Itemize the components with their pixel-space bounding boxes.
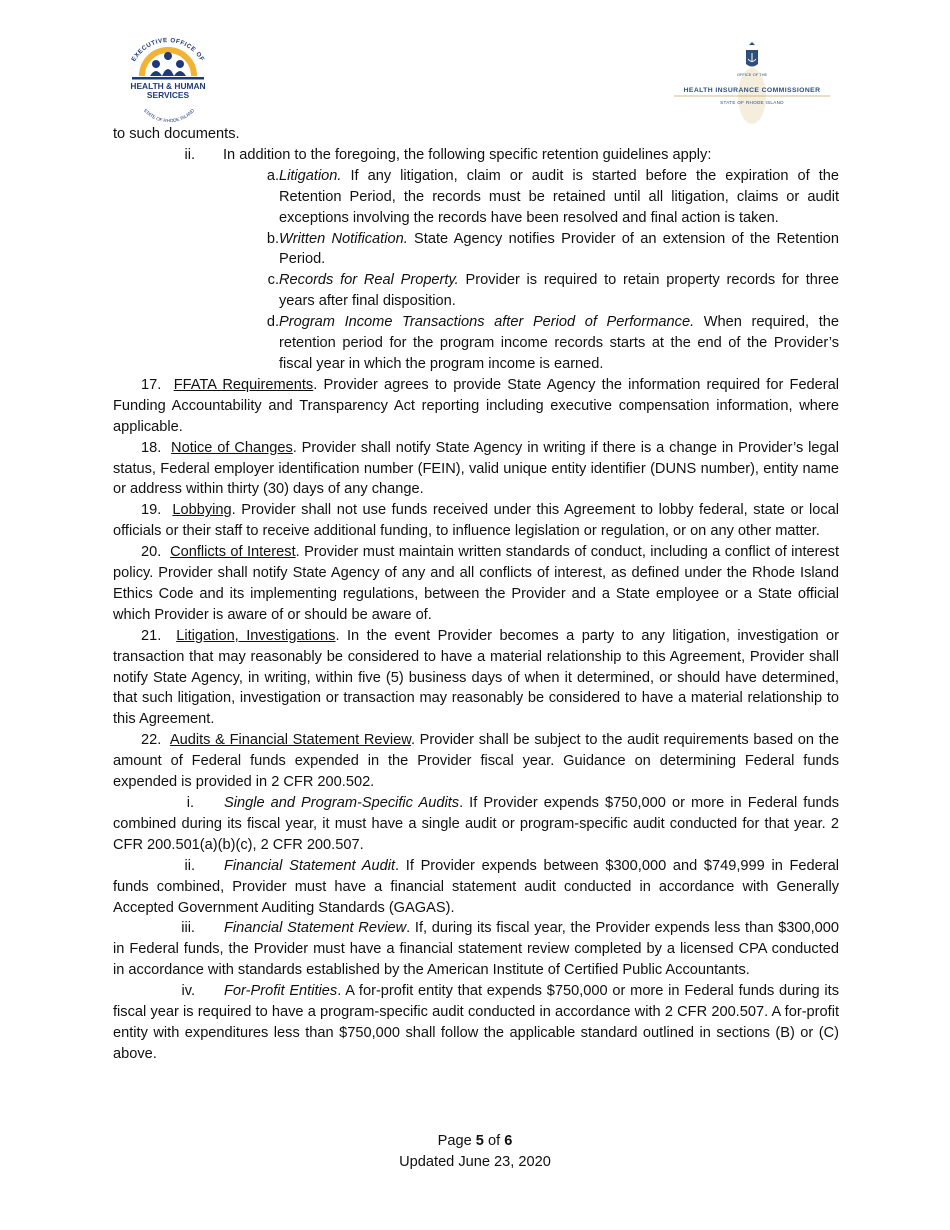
svg-text:STATE OF RHODE ISLAND: STATE OF RHODE ISLAND: [142, 107, 196, 122]
retention-guidelines-text: In addition to the foregoing, the following specific retention guidelines apply:: [223, 146, 712, 163]
section-text: . In the event Provider becomes a party to any litigation, investigation or transaction that may reasonably be considered to have a material relationship to this Agreement, Provider shall notify State Agency, in writing, within five (5) business days of when it determined, or should have determined, that such litigation, investigation or transaction may reasonably be considered to have a material relationship to this Agreement.: [113, 627, 840, 728]
roman-numeral: ii.: [184, 857, 195, 874]
section-text: . Provider shall be subject to the audit requirements based on the amount of Federal funds expended in the Provider fiscal year. Guidance on determining Federal funds expended is provided in 2 CFR 200.502.: [113, 732, 840, 791]
audit-item-for-profit: [113, 981, 839, 1065]
guideline-title: Litigation.: [279, 167, 342, 184]
people-icon: [132, 50, 204, 80]
guideline-text: If any litigation, claim or audit is started before the expiration of the Retention Period, the records must be retained until all litigation, claims or audit exceptions involving the records have been resolved and final action is taken.: [279, 167, 839, 226]
section-title: FFATA Requirements: [173, 376, 314, 393]
guideline-litigation: [263, 166, 839, 229]
guideline-text: When required, the retention period for the program income records starts at the end of the Provider’s fiscal year in which the program income is earned.: [279, 314, 839, 372]
section-number: 17.: [141, 376, 162, 393]
section-text: . Provider shall not use funds received under this Agreement to lobby federal, state or local officials or their staff to receive additional funding, to influence legislation or regulation, or on any other matter.: [113, 502, 840, 540]
audit-item-title: For-Profit Entities: [224, 983, 338, 1000]
audit-item-financial-statement-review: [113, 918, 839, 981]
svg-text:SERVICES: SERVICES: [146, 90, 190, 100]
svg-text:OFFICE OF THE: OFFICE OF THE: [736, 72, 768, 77]
guideline-title: Written Notification.: [279, 230, 408, 247]
section-20-conflicts-of-interest: [113, 542, 839, 626]
svg-text:HEALTH & HUMAN: HEALTH & HUMAN: [130, 81, 206, 91]
section-number: 19.: [141, 502, 162, 519]
section-title: Notice of Changes: [171, 439, 293, 456]
document-body: [113, 124, 839, 1065]
section-18-notice-of-changes: [113, 438, 839, 501]
list-letter: a.: [266, 167, 279, 184]
audit-item-text: . If Provider expends $750,000 or more in Federal funds combined during its fiscal year, it must have a single audit or program-specific audit conducted for that year. 2 CFR 200.501(a)(b)(c), 2 CFR 200.507.: [113, 795, 839, 853]
guideline-program-income: [263, 312, 839, 375]
section-number: 21.: [141, 627, 162, 644]
section-title: Audits & Financial Statement Review: [169, 732, 411, 749]
list-letter: d.: [266, 314, 279, 331]
section-text: . Provider shall notify State Agency in writing if there is a change in Provider’s legal status, Federal employer identification number (FEIN), valid unique entity identifier (DUNS number), entity name or address within thirty (30) days of any change.: [113, 439, 839, 498]
audit-item-single: [113, 793, 839, 856]
section-text: . Provider must maintain written standards of conduct, including a conflict of interest policy. Provider shall notify State Agency of any and all conflicts of interest, as defined under the Rhode Island Ethics Code and its implementing regulations, between the Provider and a State employee or a State official which Provider is aware of or should be aware of.: [113, 544, 839, 623]
audit-item-text: . A for-profit entity that expends $750,000 or more in Federal funds during its fiscal year is required to have a program-specific audit conducted in accordance with 2 CFR 200.507. A for-profit entity with expenditures less than $750,000 shall follow the applicable standard outlined in sections (B) or (C) above.: [113, 983, 839, 1062]
audit-item-title: Financial Statement Audit: [224, 857, 396, 874]
page-number: Page 5 of 6: [437, 1133, 513, 1149]
section-text: . Provider agrees to provide State Agency the information required for Federal Funding Accountability and Transparency Act reporting including executive compensation information, where applicable.: [113, 376, 840, 435]
guideline-text: Provider is required to retain property records for three years after final disposition.: [279, 272, 839, 310]
guideline-title: Program Income Transactions after Period of Performance.: [279, 314, 695, 331]
section-21-litigation-investigations: [113, 626, 839, 731]
section-title: Conflicts of Interest: [170, 544, 296, 561]
guideline-title: Records for Real Property.: [279, 272, 459, 289]
page-footer: [0, 1131, 950, 1173]
section-title: Lobbying: [172, 502, 232, 519]
section-title: Litigation, Investigations: [176, 627, 336, 644]
audit-item-title: Single and Program-Specific Audits: [224, 795, 460, 811]
eohhs-logo: [118, 36, 218, 122]
ohic-logo: [660, 40, 845, 125]
roman-numeral: iv.: [181, 983, 195, 1000]
list-letter: b.: [266, 230, 279, 247]
carryover-line: to such documents.: [113, 126, 240, 142]
guideline-text: State Agency notifies Provider of an extension of the Retention Period.: [279, 230, 839, 268]
svg-text:STATE OF RHODE ISLAND: STATE OF RHODE ISLAND: [720, 100, 784, 105]
audit-item-text: . If, during its fiscal year, the Provider expends less than $300,000 in Federal funds, the Provider must have a financial statement review completed by a licensed CPA conducted in accordance with standards established by the American Institute of Certified Public Accountants.: [113, 920, 839, 979]
guideline-written-notification: [263, 229, 839, 271]
list-letter: c.: [267, 272, 279, 289]
updated-date: Updated June 23, 2020: [399, 1154, 551, 1170]
roman-numeral: i.: [186, 795, 194, 811]
section-number: 18.: [141, 439, 162, 456]
retention-guidelines-item: [113, 145, 839, 166]
section-17-ffata: [113, 375, 839, 438]
audit-item-title: Financial Statement Review: [224, 920, 407, 937]
svg-text:EXECUTIVE OFFICE OF: EXECUTIVE OFFICE OF: [130, 36, 206, 63]
section-22-audits: [113, 730, 839, 793]
audit-item-financial-statement-audit: [113, 856, 839, 919]
anchor-seal-icon: [738, 42, 766, 124]
roman-numeral: iii.: [181, 920, 195, 937]
section-number: 20.: [141, 544, 162, 561]
section-19-lobbying: [113, 500, 839, 542]
svg-text:HEALTH INSURANCE COMMISSIONER: HEALTH INSURANCE COMMISSIONER: [683, 87, 821, 94]
audit-item-text: . If Provider expends between $300,000 and $749,999 in Federal funds combined, Provider must have a financial statement audit conducted in accordance with Generally Accepted Government Auditing Standards (GAGAS).: [113, 857, 839, 916]
section-number: 22.: [141, 732, 162, 749]
roman-numeral: ii.: [184, 146, 195, 163]
guideline-real-property: [263, 270, 839, 312]
